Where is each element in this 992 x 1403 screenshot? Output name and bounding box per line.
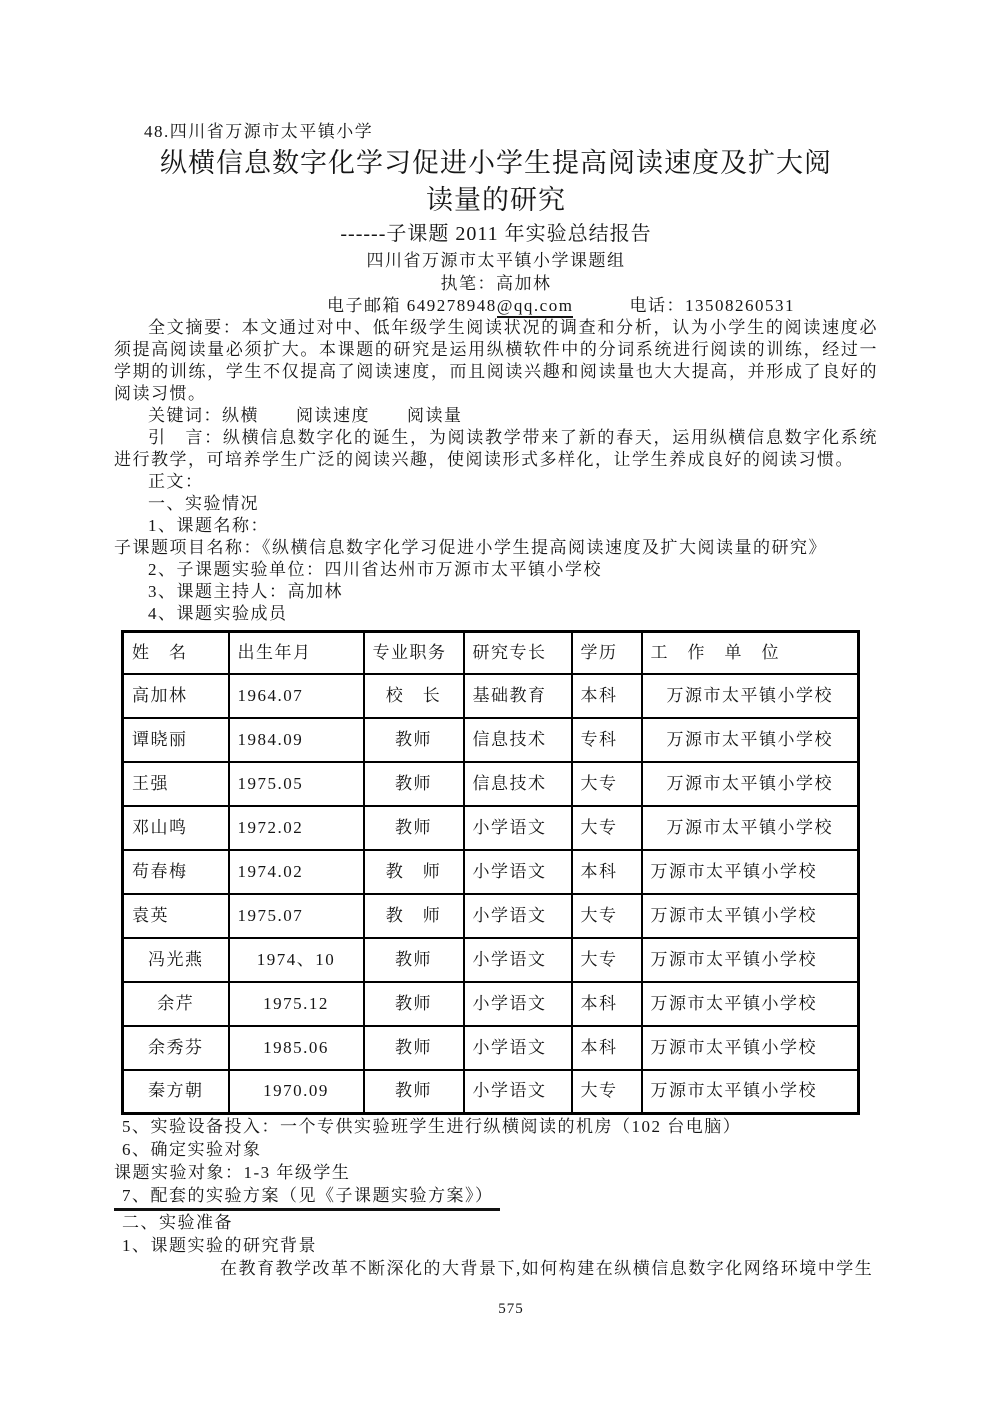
doc-title-line2: 读量的研究 xyxy=(426,185,566,215)
doc-organization: 四川省万源市太平镇小学课题组 xyxy=(366,251,626,270)
table-cell: 1975.12 xyxy=(229,982,364,1026)
table-cell: 小学语文 xyxy=(464,982,572,1026)
email-link[interactable]: @qq.com xyxy=(497,296,574,318)
table-cell: 大专 xyxy=(572,1070,642,1114)
subjects-detail: 课题实验对象：1-3 年级学生 xyxy=(114,1163,351,1182)
table-row xyxy=(123,982,859,1026)
table-cell: 万源市太平镇小学校 xyxy=(642,762,859,806)
table-row xyxy=(123,850,859,894)
doc-subtitle: ------子课题 2011 年实验总结报告 xyxy=(340,223,652,245)
table-cell: 1972.02 xyxy=(229,806,364,850)
table-row xyxy=(123,938,859,982)
table-row xyxy=(123,806,859,850)
table-cell: 余秀芬 xyxy=(123,1026,229,1070)
table-cell: 邓山鸣 xyxy=(123,806,229,850)
table-cell: 万源市太平镇小学校 xyxy=(642,674,859,718)
table-cell: 教师 xyxy=(364,806,464,850)
table-cell: 小学语文 xyxy=(464,806,572,850)
column-header: 研究专长 xyxy=(464,632,572,674)
table-cell: 信息技术 xyxy=(464,762,572,806)
table-cell: 1985.06 xyxy=(229,1026,364,1070)
underlined-text: 7、配套的实验方案（见《子课题实验方案》） xyxy=(114,1184,500,1211)
table-cell: 秦方朝 xyxy=(123,1070,229,1114)
table-cell: 万源市太平镇小学校 xyxy=(642,850,859,894)
column-header: 工 作 单 位 xyxy=(642,632,859,674)
table-cell: 大专 xyxy=(572,938,642,982)
table-cell: 1975.07 xyxy=(229,894,364,938)
page-number: 575 xyxy=(498,1301,524,1317)
table-cell: 本科 xyxy=(572,850,642,894)
table-cell: 1974、10 xyxy=(229,938,364,982)
table-cell: 小学语文 xyxy=(464,894,572,938)
table-cell: 教师 xyxy=(364,762,464,806)
table-cell: 袁英 xyxy=(123,894,229,938)
table-cell: 小学语文 xyxy=(464,938,572,982)
table-header-row xyxy=(123,632,859,674)
table-cell: 教师 xyxy=(364,938,464,982)
item-subjects-label: 6、确定实验对象 xyxy=(122,1140,262,1159)
background-paragraph: 在教育教学改革不断深化的大背景下,如何构建在纵横信息数字化网络环境中学生 xyxy=(220,1259,874,1278)
table-cell: 高加林 xyxy=(123,674,229,718)
introduction-paragraph: 引 言：纵横信息数字化的诞生，为阅读教学带来了新的春天，运用纵横信息数字化系统进行教学，可培养学生广泛的阅读兴趣，使阅读形式多样化，让学生养成良好的阅读习惯。 xyxy=(114,428,878,469)
table-cell: 万源市太平镇小学校 xyxy=(642,1026,859,1070)
table-cell: 教 师 xyxy=(364,894,464,938)
table-cell: 教 师 xyxy=(364,850,464,894)
table-cell: 教师 xyxy=(364,1070,464,1114)
table-row xyxy=(123,718,859,762)
table-cell: 冯光燕 xyxy=(123,938,229,982)
table-cell: 教师 xyxy=(364,1026,464,1070)
table-cell: 王强 xyxy=(123,762,229,806)
table-cell: 大专 xyxy=(572,894,642,938)
table-cell: 万源市太平镇小学校 xyxy=(642,938,859,982)
table-cell: 万源市太平镇小学校 xyxy=(642,1070,859,1114)
doc-title-line1: 纵横信息数字化学习促进小学生提高阅读速度及扩大阅 xyxy=(160,148,832,178)
doc-author-line: 执笔：高加林 xyxy=(440,274,552,293)
column-header: 专业职务 xyxy=(364,632,464,674)
table-row xyxy=(123,894,859,938)
doc-number: 48.四川省万源市太平镇小学 xyxy=(144,122,374,141)
table-cell: 1964.07 xyxy=(229,674,364,718)
table-cell: 大专 xyxy=(572,762,642,806)
table-cell: 万源市太平镇小学校 xyxy=(642,718,859,762)
table-cell: 校 长 xyxy=(364,674,464,718)
table-cell: 谭晓丽 xyxy=(123,718,229,762)
table-cell: 基础教育 xyxy=(464,674,572,718)
topic-full-name: 子课题项目名称：《纵横信息数字化学习促进小学生提高阅读速度及扩大阅读量的研究》 xyxy=(114,538,827,557)
table-row xyxy=(123,674,859,718)
abstract-paragraph: 全文摘要：本文通过对中、低年级学生阅读状况的调查和分析，认为小学生的阅读速度必须提高阅读量必须扩大。本课题的研究是运用纵横软件中的分词系统进行阅读的训练，经过一学期的训练，学生不仅提高了阅读速度，而且阅读兴趣和阅读量也大大提高，并形成了良好的阅读习惯。 xyxy=(114,318,878,403)
table-cell: 本科 xyxy=(572,674,642,718)
keywords-line: 关键词：纵横 阅读速度 阅读量 xyxy=(148,406,463,425)
table-cell: 小学语文 xyxy=(464,1070,572,1114)
item-members-label: 4、课题实验成员 xyxy=(148,604,288,623)
table-cell: 教师 xyxy=(364,718,464,762)
phone-number: 电话：13508260531 xyxy=(629,296,795,315)
research-background-label: 1、课题实验的研究背景 xyxy=(122,1236,317,1255)
item-project-leader: 3、课题主持人：高加林 xyxy=(148,582,343,601)
table-cell: 万源市太平镇小学校 xyxy=(642,894,859,938)
table-cell: 本科 xyxy=(572,982,642,1026)
table-row xyxy=(123,1026,859,1070)
members-table xyxy=(121,630,860,1115)
table-cell: 1974.02 xyxy=(229,850,364,894)
section-2-heading: 二、实验准备 xyxy=(122,1213,233,1232)
table-cell: 大专 xyxy=(572,806,642,850)
table-cell: 万源市太平镇小学校 xyxy=(642,982,859,1026)
table-cell: 1970.09 xyxy=(229,1070,364,1114)
email-label: 电子邮箱 649278948 xyxy=(327,296,497,315)
table-row xyxy=(123,762,859,806)
table-cell: 1975.05 xyxy=(229,762,364,806)
main-text-label: 正文： xyxy=(148,472,204,491)
item-experiment-unit: 2、子课题实验单位：四川省达州市万源市太平镇小学校 xyxy=(148,560,602,579)
item-equipment: 5、实验设备投入：一个专供实验班学生进行纵横阅读的机房（102 台电脑） xyxy=(122,1117,742,1136)
doc-contact-line xyxy=(114,295,878,317)
table-cell: 小学语文 xyxy=(464,850,572,894)
table-cell: 专科 xyxy=(572,718,642,762)
table-cell: 苟春梅 xyxy=(123,850,229,894)
table-cell: 小学语文 xyxy=(464,1026,572,1070)
table-cell: 信息技术 xyxy=(464,718,572,762)
doc-title xyxy=(114,145,878,219)
section-1-heading: 一、实验情况 xyxy=(148,494,259,513)
column-header: 出生年月 xyxy=(229,632,364,674)
column-header: 学历 xyxy=(572,632,642,674)
item-topic-name: 1、课题名称： xyxy=(148,516,269,535)
table-cell: 本科 xyxy=(572,1026,642,1070)
table-row xyxy=(123,1070,859,1114)
table-cell: 教师 xyxy=(364,982,464,1026)
table-cell: 万源市太平镇小学校 xyxy=(642,806,859,850)
table-cell: 余芹 xyxy=(123,982,229,1026)
item-plan-underlined xyxy=(114,1184,878,1211)
column-header: 姓 名 xyxy=(123,632,229,674)
table-cell: 1984.09 xyxy=(229,718,364,762)
